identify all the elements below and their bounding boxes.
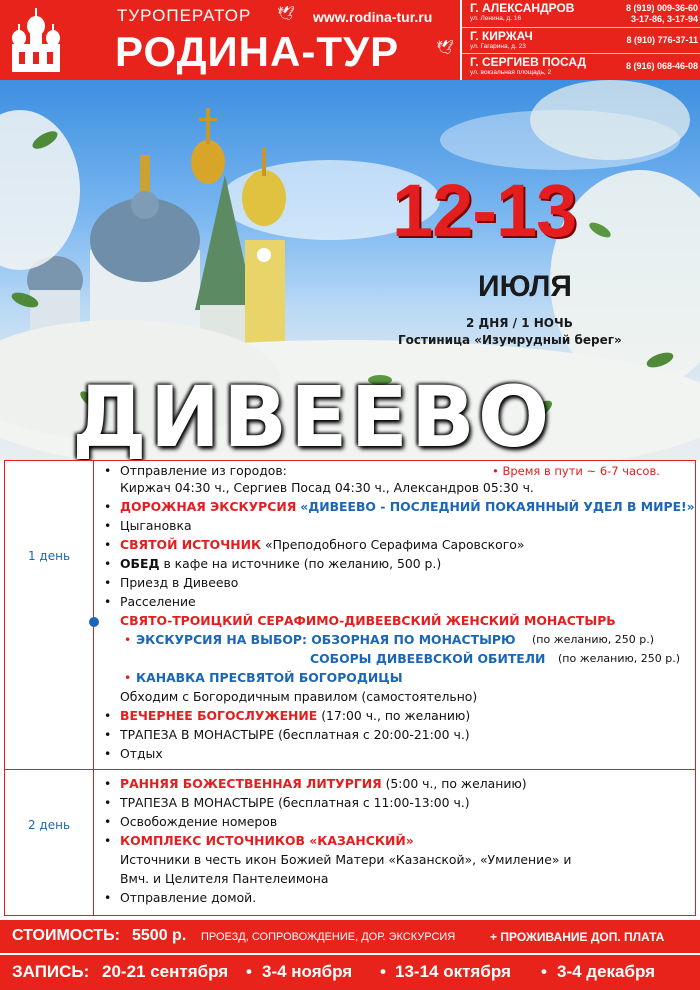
item-highlight: СОБОРЫ ДИВЕЕВСКОЙ ОБИТЕЛИ — [310, 651, 546, 666]
item-text: (5:00 ч., по желанию) — [385, 776, 527, 791]
item-text: ТРАПЕЗА В МОНАСТЫРЕ (бесплатная с 11:00-13:00 ч.) — [120, 795, 470, 810]
day-label: 1 день — [27, 549, 71, 563]
tour-schedule — [4, 460, 696, 916]
item-highlight: ДОРОЖНАЯ ЭКСКУРСИЯ — [120, 499, 297, 514]
office-kirzhach — [462, 27, 700, 54]
tour-duration: 2 ДНЯ / 1 НОЧЬ — [466, 316, 573, 330]
kremlin-logo-icon — [6, 6, 66, 74]
item-highlight: ОБЕД — [120, 556, 160, 571]
item-highlight: ЭКСКУРСИЯ НА ВЫБОР: ОБЗОРНАЯ ПО МОНАСТЫРЮ — [136, 632, 516, 647]
item-text: (17:00 ч., по желанию) — [321, 708, 471, 723]
cost-value: 5500 р. — [132, 927, 187, 944]
office-address: ул. Гагарина, д. 23 — [470, 43, 526, 50]
booking-date: 3-4 ноября — [262, 962, 353, 981]
day-2-items: • РАННЯЯ БОЖЕСТВЕННАЯ ЛИТУРГИЯ (5:00 ч., по желанию) • ТРАПЕЗА В МОНАСТЫРЕ (бесплатная с 11:00-13:00 ч.) • Освобождение номеров • КОМПЛЕКС ИСТОЧНИКОВ «КАЗАНСКИЙ» Источники в честь икон Божией Матери «Казанской», «Умиление» и Вмч. и Целителя Пантелеимона • Отправление домой. — [93, 770, 695, 916]
office-phone: 8 (910) 776-37-11 — [626, 35, 698, 45]
header — [0, 0, 700, 80]
travel-time: • Время в пути ~ 6-7 часов. — [492, 464, 660, 478]
office-city: Г. СЕРГИЕВ ПОСАД — [470, 55, 587, 69]
item-text: Источники в честь икон Божией Матери «Казанской», «Умиление» и — [120, 852, 572, 867]
page-title: ДИВЕЕВО — [72, 368, 553, 460]
item-text: в кафе на источнике (по желанию, 500 р.) — [163, 556, 442, 571]
item-highlight: «ДИВЕЕВО - ПОСЛЕДНИЙ ПОКАЯННЫЙ УДЕЛ В МИРЕ!» — [300, 499, 695, 514]
item-text: Отправление домой. — [120, 890, 257, 905]
tour-date: 12-13 — [392, 169, 577, 252]
booking-date: 13-14 октября — [395, 962, 511, 981]
day-1-section — [5, 461, 695, 769]
tagline: ТУРОПЕРАТОР — [117, 6, 252, 25]
office-phone: 8 (919) 009-36-60 — [625, 3, 698, 13]
office-phone: 3-17-86, 3-17-94 — [630, 14, 698, 24]
item-text: Киржач 04:30 ч., Сергиев Посад 04:30 ч., Александров 05:30 ч. — [120, 480, 534, 495]
office-city: Г. КИРЖАЧ — [470, 29, 533, 43]
dove-icon: 🕊 — [436, 40, 454, 56]
item-text: ТРАПЕЗА В МОНАСТЫРЕ (бесплатная с 20:00-21:00 ч.) — [120, 727, 470, 742]
tour-hotel: Гостиница «Изумрудный берег» — [398, 333, 622, 347]
dove-icon: 🕊 — [277, 6, 295, 22]
cost-includes: ПРОЕЗД, СОПРОВОЖДЕНИЕ, ДОР. ЭКСКУРСИЯ — [201, 931, 456, 943]
office-aleksandrov — [462, 0, 700, 26]
cost-extra: + ПРОЖИВАНИЕ ДОП. ПЛАТА — [490, 930, 665, 944]
item-highlight: ВЕЧЕРНЕЕ БОГОСЛУЖЕНИЕ — [120, 708, 318, 723]
office-list — [460, 0, 700, 80]
day-1-items: • Отправление из городов: • Время в пути ~ 6-7 часов. Киржач 04:30 ч., Сергиев Посад 04:30 ч., Александров 05:30 ч. • ДОРОЖНАЯ ЭКСКУРСИЯ «ДИВЕЕВО - ПОСЛЕДНИЙ ПОКАЯННЫЙ УДЕЛ В МИРЕ!» • Цыгановка • СВЯТОЙ ИСТОЧНИК «Преподобного Серафима Саровского» • ОБЕД в кафе на источнике (по желанию, 500 р.) • Приезд в Дивеево • Расселение СВЯТО-ТРОИЦКИЙ СЕРАФИМО-ДИВЕЕВСКИЙ ЖЕНСКИЙ МОНАСТЫРЬ • ЭКСКУРСИЯ НА ВЫБОР: ОБЗОРНАЯ ПО МОНАСТЫРЮ (по желанию, 250 р.) СОБОРЫ ДИВЕЕВСКОЙ ОБИТЕЛИ (по желанию, 250 р.) • КАНАВКА ПРЕСВЯТОЙ БОГОРОДИЦЫ Обходим с Богородичным правилом (самостоятельно) • ВЕЧЕРНЕЕ БОГОСЛУЖЕНИЕ (17:00 ч., по желанию) • ТРАПЕЗА В МОНАСТЫРЕ (бесплатная с 20:00-21:00 ч.) • Отдых — [93, 461, 695, 769]
item-text: Обходим с Богородичным правилом (самостоятельно) — [120, 689, 478, 704]
item-highlight: РАННЯЯ БОЖЕСТВЕННАЯ ЛИТУРГИЯ — [120, 776, 382, 791]
day-2-section — [5, 770, 695, 916]
booking-bar — [0, 955, 700, 990]
item-text: Освобождение номеров — [120, 814, 278, 829]
separator-dot: • — [380, 962, 386, 981]
item-text: (по желанию, 250 р.) — [558, 652, 681, 665]
item-highlight: КОМПЛЕКС ИСТОЧНИКОВ «КАЗАНСКИЙ» — [120, 833, 414, 848]
separator-dot: • — [246, 962, 252, 981]
booking-date: 3-4 декабря — [557, 962, 656, 981]
item-text: «Преподобного Серафима Саровского» — [265, 537, 525, 552]
office-phones — [626, 3, 698, 25]
item-text: Отдых — [120, 746, 163, 761]
tour-month: ИЮЛЯ — [478, 270, 572, 303]
item-text: Вмч. и Целителя Пантелеимона — [120, 871, 329, 886]
website-link[interactable]: www.rodina-tur.ru — [313, 9, 433, 25]
item-text: (по желанию, 250 р.) — [532, 633, 655, 646]
item-text: Отправление из городов: — [120, 463, 287, 478]
office-city: Г. АЛЕКСАНДРОВ — [470, 1, 575, 15]
price-bar — [0, 920, 700, 953]
item-highlight: СВЯТО-ТРОИЦКИЙ СЕРАФИМО-ДИВЕЕВСКИЙ ЖЕНСКИЙ МОНАСТЫРЬ — [120, 613, 616, 628]
item-highlight: СВЯТОЙ ИСТОЧНИК — [120, 537, 262, 552]
booking-label: ЗАПИСЬ: — [12, 962, 90, 981]
item-text: Расселение — [120, 594, 196, 609]
office-sergiev-posad — [462, 53, 700, 80]
monastery-marker-icon — [89, 617, 99, 627]
hero-banner — [0, 80, 700, 460]
office-address: ул. вокзальная площадь, 2 — [470, 69, 552, 76]
item-text: Приезд в Дивеево — [120, 575, 239, 590]
item-text: Цыгановка — [120, 518, 192, 533]
item-highlight: КАНАВКА ПРЕСВЯТОЙ БОГОРОДИЦЫ — [136, 670, 403, 685]
booking-date: 20-21 сентября — [102, 962, 229, 981]
day-label: 2 день — [27, 818, 71, 832]
separator-dot: • — [541, 962, 547, 981]
brand-name: РОДИНА-ТУР — [115, 28, 400, 75]
cost-label: СТОИМОСТЬ: — [12, 927, 121, 944]
office-address: ул. Ленина, д. 16 — [470, 15, 522, 22]
office-phone: 8 (916) 068-46-08 — [625, 61, 698, 71]
